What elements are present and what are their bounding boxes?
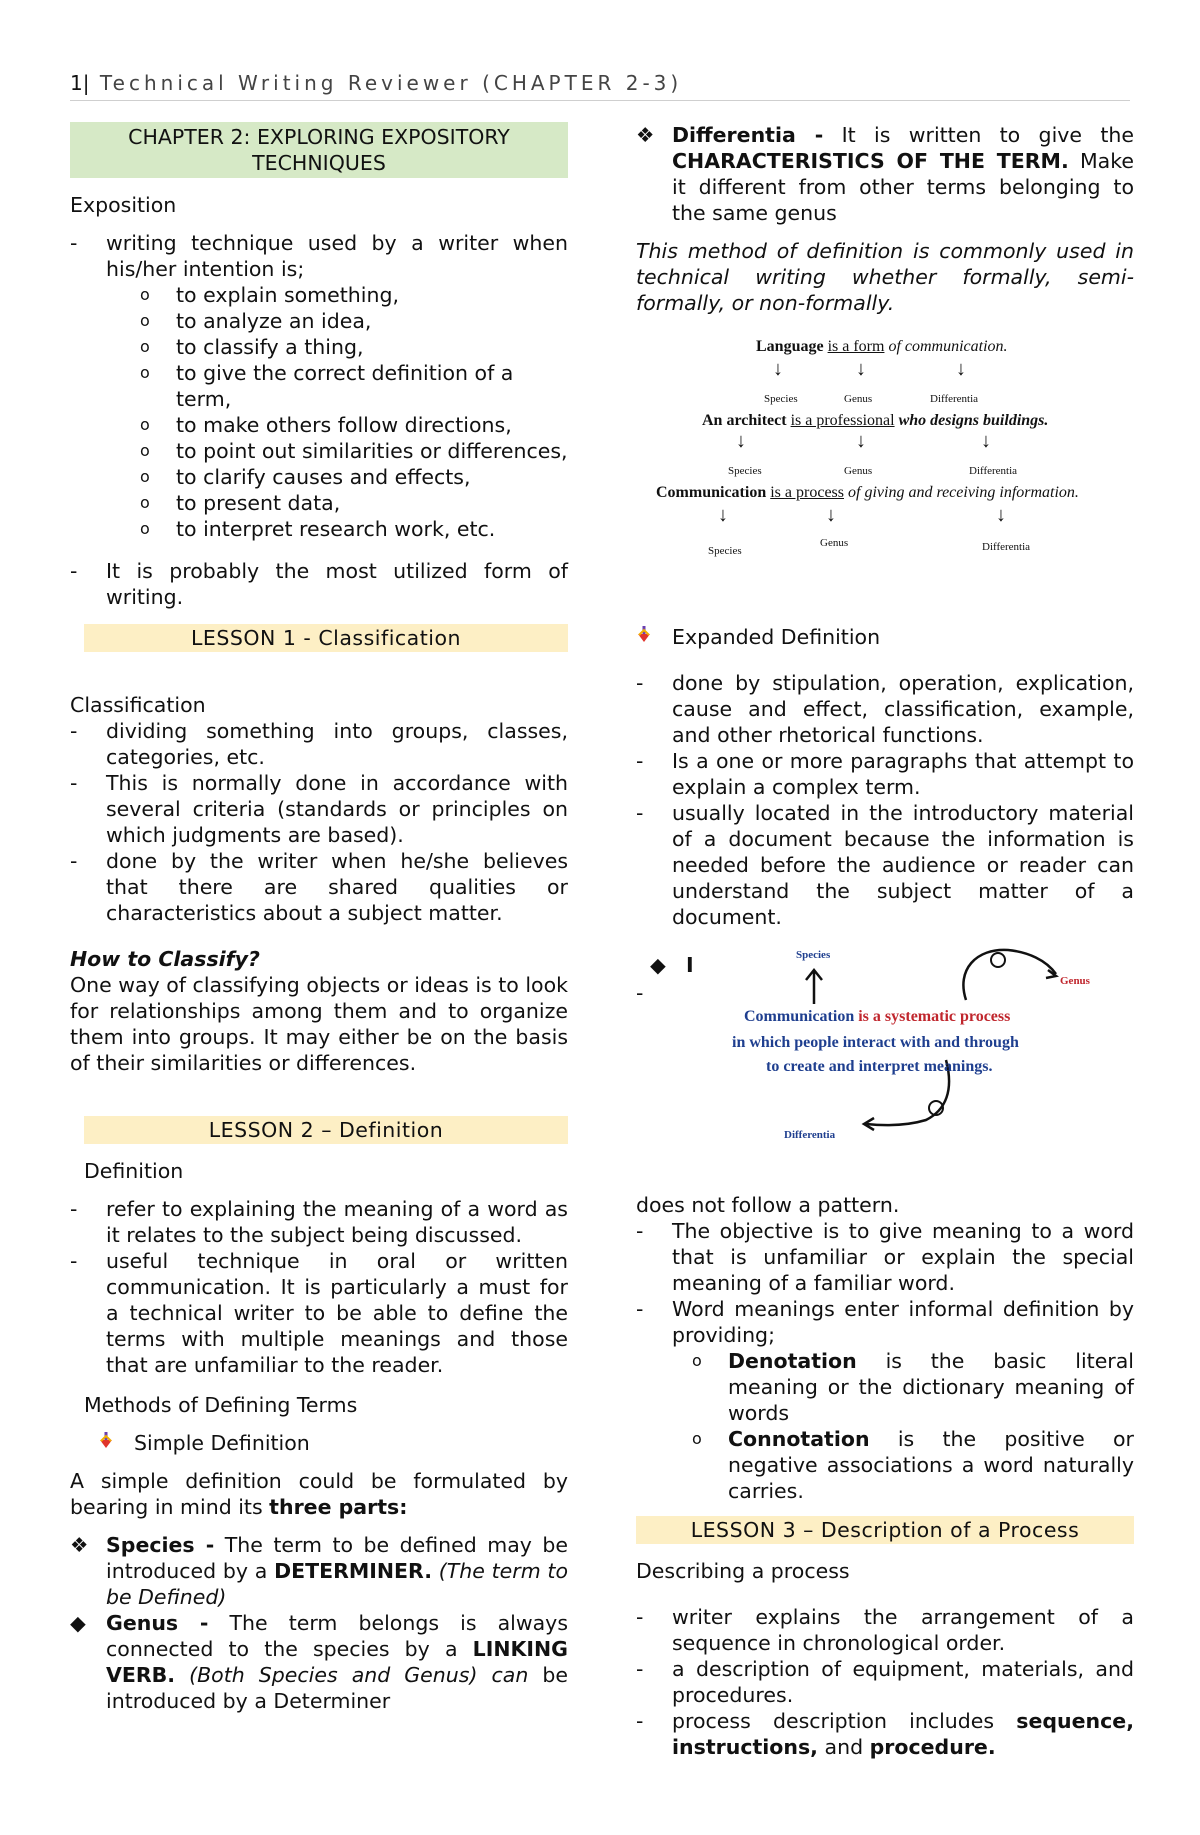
- list-item: o to explain something,: [70, 282, 568, 308]
- arrow-down-icon: ↓: [856, 358, 866, 380]
- exposition-heading: Exposition: [70, 193, 177, 217]
- list-item: - a description of equipment, materials, and procedures.: [636, 1656, 1134, 1708]
- list-item: - The objective is to give meaning to a word that is unfamiliar or explain the special meaning of a familiar word.: [636, 1218, 1134, 1296]
- diagram-sentence-1: Language is a form of communication.: [756, 338, 1008, 355]
- list-item: o to present data,: [70, 490, 568, 516]
- genus-item: ◆ Genus - The term belongs is always connected to the species by a LINKING VERB. (Both Species and Genus) can be introduced by a Determiner: [70, 1611, 568, 1713]
- meaning-list: [636, 1348, 1134, 1504]
- list-item: - usually located in the introductory material of a document because the information is needed before the audience or reader can understand the subject matter of a document.: [636, 800, 1134, 930]
- dash-mark: -: [636, 981, 644, 1005]
- arrow-bullet-icon: [636, 624, 652, 650]
- arrow-down-icon: ↓: [956, 358, 966, 380]
- list-item: - done by stipulation, operation, explication, cause and effect, classification, example, and other rhetorical functions.: [636, 670, 1134, 748]
- informal-text: does not follow a pattern.: [636, 1193, 900, 1217]
- differentia-item: ❖ Differentia - It is written to give the CHARACTERISTICS OF THE TERM. Make it different from other terms belonging to the same genus: [636, 123, 1134, 225]
- diagram2-line-1: Communication is a systematic process: [744, 1008, 1011, 1025]
- lesson-3-banner: LESSON 3 – Description of a Process: [636, 1516, 1134, 1544]
- arrow-down-icon: ↓: [718, 504, 728, 526]
- simple-definition-heading: Simple Definition: [98, 1430, 568, 1456]
- expanded-definition-list: [636, 670, 1134, 930]
- diamond-outline-icon: ❖: [636, 123, 655, 147]
- list-item: o to interpret research work, etc.: [70, 516, 568, 542]
- diagram2-line-3: to create and interpret meanings.: [766, 1058, 993, 1075]
- right-column: [636, 122, 1134, 1760]
- exposition-note: - It is probably the most utilized form of writing.: [70, 558, 568, 610]
- definition-diagram: [636, 324, 1134, 564]
- left-column: [70, 122, 568, 1714]
- arrow-bullet-icon: [98, 1430, 114, 1456]
- list-item: o to analyze an idea,: [70, 308, 568, 334]
- label-species: Species: [796, 949, 831, 961]
- list-item: - done by the writer when he/she believes that there are shared qualities or characteristics about a subject matter.: [70, 848, 568, 926]
- species-item: ❖ Species - The term to be defined may be introduced by a DETERMINER. (The term to be Defined): [70, 1533, 568, 1609]
- label-genus: Genus: [844, 465, 873, 477]
- label-differentia: Differentia: [930, 393, 979, 405]
- diamond-solid-icon: ◆: [650, 953, 666, 977]
- diagram2-line-2: in which people interact with and through: [732, 1034, 1019, 1051]
- exposition-intro: - writing technique used by a writer when his/her intention is;: [70, 230, 568, 282]
- arrow-down-icon: ↓: [773, 358, 783, 380]
- simple-definition-text: A simple definition could be formulated by bearing in mind its three parts:: [70, 1469, 568, 1519]
- diamond-outline-icon: ❖: [70, 1533, 89, 1557]
- definition-heading: Definition: [84, 1159, 184, 1183]
- label-species: Species: [728, 465, 762, 477]
- list-item: - Is a one or more paragraphs that attempt to explain a complex term.: [636, 748, 1134, 800]
- list-item: o to make others follow directions,: [70, 412, 568, 438]
- communication-diagram: [636, 930, 1134, 1192]
- list-item: - process description includes sequence, instructions, and procedure.: [636, 1708, 1134, 1760]
- list-item: - dividing something into groups, classes, categories, etc.: [70, 718, 568, 770]
- definition-list: [70, 1196, 568, 1378]
- list-item: o to point out similarities or differences,: [70, 438, 568, 464]
- chapter-title: CHAPTER 2: EXPLORING EXPOSITORY TECHNIQUES: [70, 122, 568, 178]
- list-item: o to classify a thing,: [70, 334, 568, 360]
- label-genus: Genus: [844, 393, 873, 405]
- label-genus: Genus: [1060, 975, 1090, 987]
- denotation-item: o Denotation is the basic literal meaning or the dictionary meaning of words: [636, 1348, 1134, 1426]
- exposition-note-list: [70, 558, 568, 610]
- methods-heading: Methods of Defining Terms: [84, 1393, 358, 1417]
- connotation-item: o Connotation is the positive or negative associations a word naturally carries.: [636, 1426, 1134, 1504]
- lesson-2-banner: LESSON 2 – Definition: [84, 1116, 568, 1144]
- list-item: - This is normally done in accordance with several criteria (standards or principles on which judgments are based).: [70, 770, 568, 848]
- process-heading: Describing a process: [636, 1559, 850, 1583]
- page-header: [70, 70, 1130, 101]
- bullet-letter: I: [686, 953, 694, 977]
- classification-heading: Classification: [70, 693, 206, 717]
- label-species: Species: [708, 545, 742, 557]
- exposition-intro-list: [70, 230, 568, 282]
- method-note: This method of definition is commonly used in technical writing whether formally, semi-formally, or non-formally.: [636, 239, 1134, 315]
- list-item: - Word meanings enter informal definition by providing;: [636, 1296, 1134, 1348]
- list-item: o to clarify causes and effects,: [70, 464, 568, 490]
- label-differentia: Differentia: [969, 465, 1018, 477]
- how-to-classify-heading: How to Classify?: [70, 947, 260, 971]
- arrow-down-icon: ↓: [826, 504, 836, 526]
- label-species: Species: [764, 393, 798, 405]
- header-separator: |: [82, 71, 90, 95]
- list-item: o to give the correct definition of a term,: [70, 360, 568, 412]
- informal-list: [636, 1218, 1134, 1348]
- diagram-sentence-2: An architect is a professional who designs buildings.: [702, 412, 1049, 429]
- arrow-down-icon: ↓: [736, 430, 746, 452]
- arrow-down-icon: ↓: [856, 430, 866, 452]
- arrow-down-icon: ↓: [981, 430, 991, 452]
- list-item: - useful technique in oral or written communication. It is particularly a must for a technical writer to be able to define the terms with multiple meanings and those that are unfamiliar to the reader.: [70, 1248, 568, 1378]
- diamond-solid-icon: ◆: [70, 1611, 86, 1635]
- header-title: Technical Writing Reviewer (CHAPTER 2-3): [99, 71, 683, 95]
- label-genus: Genus: [820, 537, 849, 549]
- arrow-down-icon: ↓: [996, 504, 1006, 526]
- diagram-sentence-3: Communication is a process of giving and receiving information.: [656, 484, 1079, 501]
- how-to-classify-text: One way of classifying objects or ideas is to look for relationships among them and to organize them into groups. It may either be on the basis of their similarities or differences.: [70, 973, 568, 1075]
- exposition-list: [70, 282, 568, 542]
- page-number: 1: [70, 71, 83, 95]
- list-item: - refer to explaining the meaning of a word as it relates to the subject being discussed.: [70, 1196, 568, 1248]
- process-list: [636, 1604, 1134, 1760]
- label-differentia: Differentia: [784, 1129, 836, 1141]
- classification-list: [70, 718, 568, 926]
- list-item: - writer explains the arrangement of a sequence in chronological order.: [636, 1604, 1134, 1656]
- lesson-1-banner: LESSON 1 - Classification: [84, 624, 568, 652]
- label-differentia: Differentia: [982, 541, 1031, 553]
- expanded-definition-heading: Expanded Definition: [636, 624, 1134, 650]
